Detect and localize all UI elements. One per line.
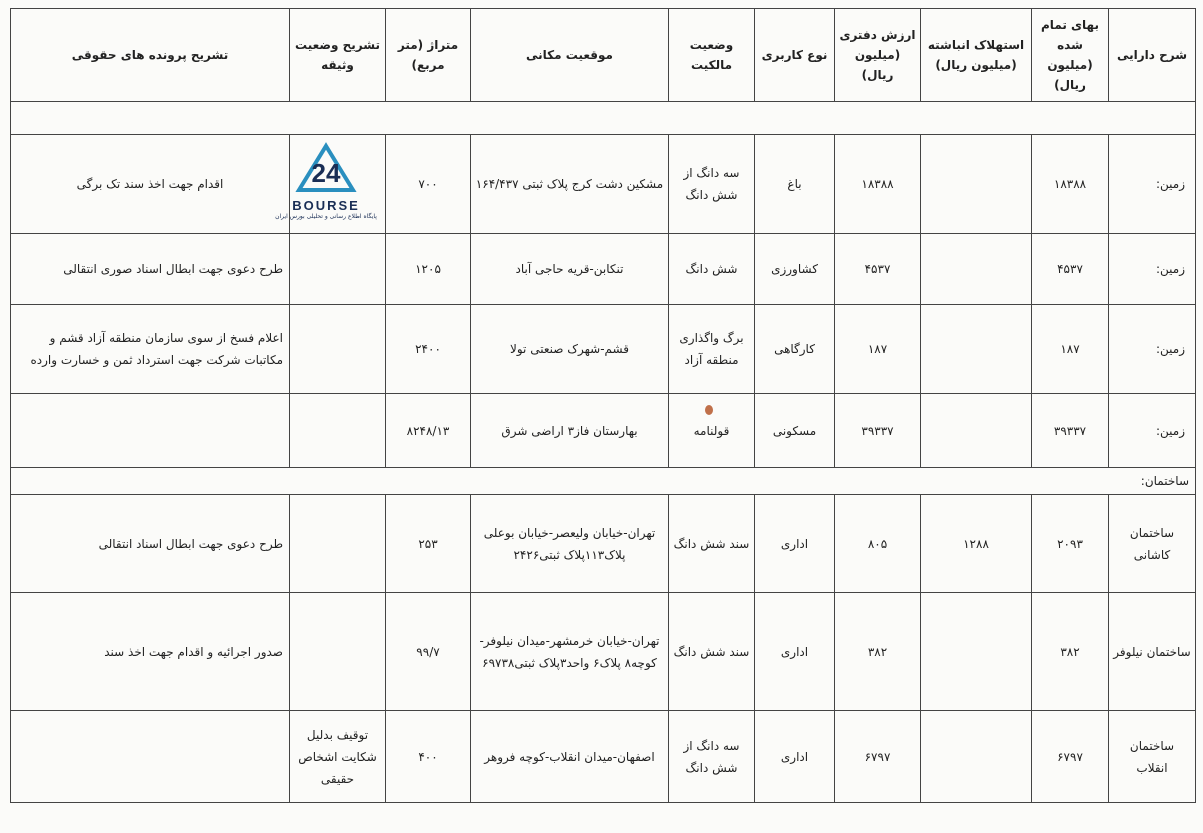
cell-finished-cost: ۳۸۲ bbox=[1032, 593, 1109, 711]
cell-usage: اداری bbox=[755, 711, 835, 803]
cell-collateral: توقیف بدلیل شکایت اشخاص حقیقی bbox=[290, 711, 386, 803]
header-legal: تشریح پرونده های حقوقی bbox=[11, 9, 290, 102]
cell-collateral bbox=[275, 135, 386, 234]
header-depreciation: استهلاک انباشته (میلیون ریال) bbox=[921, 9, 1032, 102]
cell-area: ۹۹/۷ bbox=[386, 593, 471, 711]
cell-area: ۷۰۰ bbox=[386, 135, 471, 234]
cell-location: تهران-خیابان ولیعصر-خیابان بوعلی پلاک۱۱۳پلاک ثبتی۲۴۲۶ bbox=[471, 495, 669, 593]
cell-ownership: سند شش دانگ bbox=[669, 495, 755, 593]
assets-table bbox=[10, 8, 1196, 803]
cell-collateral bbox=[290, 234, 386, 305]
cell-depreciation: ۱۲۸۸ bbox=[921, 495, 1032, 593]
cell-collateral bbox=[290, 495, 386, 593]
cell-asset: زمین: bbox=[1109, 234, 1196, 305]
header-ownership: وضعیت مالکیت bbox=[669, 9, 755, 102]
logo-subtitle: پایگاه اطلاع رسانی و تحلیلی بورس ایران bbox=[275, 212, 377, 220]
table-row bbox=[11, 593, 1196, 711]
cell-asset: زمین: bbox=[1109, 305, 1196, 394]
cell-finished-cost: ۱۸۳۸۸ bbox=[1032, 135, 1109, 234]
cell-location: اصفهان-میدان انقلاب-کوچه فروهر bbox=[471, 711, 669, 803]
cell-collateral bbox=[290, 593, 386, 711]
cell-ownership: قولنامه bbox=[669, 394, 755, 468]
cell-legal: اعلام فسخ از سوی سازمان منطقه آزاد قشم و مکاتبات شرکت جهت استرداد ثمن و خسارت وارده bbox=[11, 305, 290, 394]
header-collateral: تشریح وضعیت وثیقه bbox=[290, 9, 386, 102]
cell-usage: باغ bbox=[755, 135, 835, 234]
logo-number: 24 bbox=[311, 157, 341, 188]
cell-book-value: ۴۵۳۷ bbox=[835, 234, 921, 305]
cell-book-value: ۳۹۳۳۷ bbox=[835, 394, 921, 468]
cell-book-value: ۱۸۷ bbox=[835, 305, 921, 394]
cell-legal: طرح دعوی جهت ابطال اسناد صوری انتقالی bbox=[11, 234, 290, 305]
cell-legal bbox=[11, 394, 290, 468]
header-usage: نوع کاربری bbox=[755, 9, 835, 102]
cell-legal: صدور اجرائیه و اقدام جهت اخذ سند bbox=[11, 593, 290, 711]
cell-area: ۲۵۳ bbox=[386, 495, 471, 593]
cell-location: تنکابن-قریه حاجی آباد bbox=[471, 234, 669, 305]
cell-asset: ساختمان کاشانی bbox=[1109, 495, 1196, 593]
header-book-value: ارزش دفتری (میلیون ریال) bbox=[835, 9, 921, 102]
cell-collateral bbox=[290, 394, 386, 468]
cell-book-value: ۱۸۳۸۸ bbox=[835, 135, 921, 234]
cell-book-value: ۸۰۵ bbox=[835, 495, 921, 593]
cell-location: مشکین دشت کرج پلاک ثبتی ۱۶۴/۴۳۷ bbox=[471, 135, 669, 234]
cell-area: ۱۲۰۵ bbox=[386, 234, 471, 305]
bourse-logo bbox=[271, 144, 381, 221]
cell-asset: زمین: bbox=[1109, 394, 1196, 468]
cell-finished-cost: ۱۸۷ bbox=[1032, 305, 1109, 394]
asset-document bbox=[10, 8, 1195, 803]
cell-usage: مسکونی bbox=[755, 394, 835, 468]
cell-ownership: شش دانگ bbox=[669, 234, 755, 305]
cell-usage: اداری bbox=[755, 495, 835, 593]
cell-ownership: سه دانگ از شش دانگ bbox=[669, 135, 755, 234]
cell-asset: زمین: bbox=[1109, 135, 1196, 234]
cell-location: قشم-شهرک صنعتی تولا bbox=[471, 305, 669, 394]
ink-stain bbox=[705, 405, 713, 415]
cell-location: تهران-خیابان خرمشهر-میدان نیلوفر-کوچه۸ پلاک۶ واحد۳پلاک ثبتی۶۹۷۳۸ bbox=[471, 593, 669, 711]
cell-area: ۸۲۴۸/۱۳ bbox=[386, 394, 471, 468]
header-finished-cost: بهای تمام شده (میلیون ریال) bbox=[1032, 9, 1109, 102]
table-row bbox=[11, 305, 1196, 394]
header-row bbox=[11, 9, 1196, 102]
cell-book-value: ۳۸۲ bbox=[835, 593, 921, 711]
cell-legal bbox=[11, 711, 290, 803]
section-title: ساختمان: bbox=[11, 468, 1196, 495]
cell-collateral bbox=[290, 305, 386, 394]
cell-depreciation bbox=[921, 394, 1032, 468]
cell-depreciation bbox=[921, 711, 1032, 803]
cell-finished-cost: ۳۹۳۳۷ bbox=[1032, 394, 1109, 468]
spacer-row bbox=[11, 102, 1196, 135]
cell-legal: طرح دعوی جهت ابطال اسناد انتقالی bbox=[11, 495, 290, 593]
cell-location: بهارستان فاز۳ اراضی شرق bbox=[471, 394, 669, 468]
cell-ownership: برگ واگذاری منطقه آزاد bbox=[669, 305, 755, 394]
table-row bbox=[11, 711, 1196, 803]
bourse-logo-icon bbox=[291, 144, 361, 192]
header-area: متراژ (متر مربع) bbox=[386, 9, 471, 102]
table-row bbox=[11, 495, 1196, 593]
cell-finished-cost: ۲۰۹۳ bbox=[1032, 495, 1109, 593]
cell-usage: اداری bbox=[755, 593, 835, 711]
cell-depreciation bbox=[921, 593, 1032, 711]
cell-ownership: سه دانگ از شش دانگ bbox=[669, 711, 755, 803]
cell-depreciation bbox=[921, 234, 1032, 305]
cell-area: ۲۴۰۰ bbox=[386, 305, 471, 394]
cell-ownership: سند شش دانگ bbox=[669, 593, 755, 711]
cell-usage: کشاورزی bbox=[755, 234, 835, 305]
cell-area: ۴۰۰ bbox=[386, 711, 471, 803]
cell-legal: اقدام جهت اخذ سند تک برگی bbox=[11, 135, 290, 234]
header-location: موقعیت مکانی bbox=[471, 9, 669, 102]
cell-asset: ساختمان نیلوفر bbox=[1109, 593, 1196, 711]
cell-depreciation bbox=[921, 305, 1032, 394]
cell-book-value: ۶۷۹۷ bbox=[835, 711, 921, 803]
section-row-buildings bbox=[11, 468, 1196, 495]
cell-finished-cost: ۶۷۹۷ bbox=[1032, 711, 1109, 803]
cell-finished-cost: ۴۵۳۷ bbox=[1032, 234, 1109, 305]
cell-depreciation bbox=[921, 135, 1032, 234]
cell-usage: کارگاهی bbox=[755, 305, 835, 394]
cell-asset: ساختمان انقلاب bbox=[1109, 711, 1196, 803]
table-row bbox=[11, 234, 1196, 305]
table-row bbox=[11, 394, 1196, 468]
logo-text: BOURSE bbox=[292, 197, 360, 213]
header-asset: شرح دارایی bbox=[1109, 9, 1196, 102]
table-row bbox=[11, 135, 1196, 234]
